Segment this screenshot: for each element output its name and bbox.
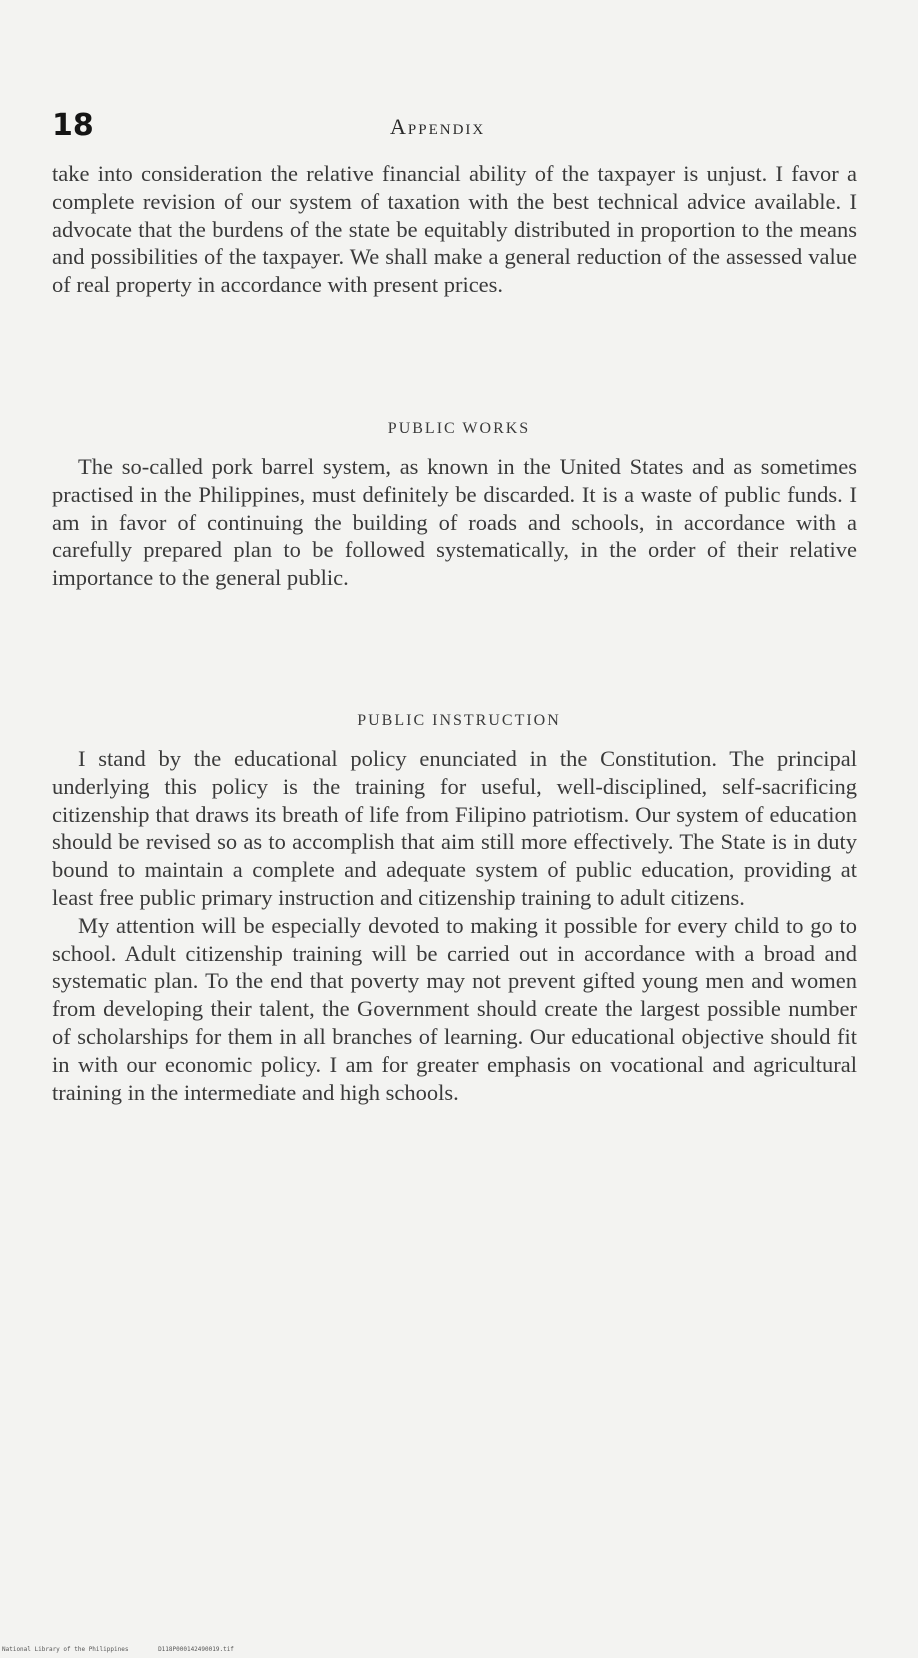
footer-file-id: D118P000142490019.tif [158, 1646, 234, 1653]
paragraph-public-instruction-1: I stand by the educational policy enunciated in the Constitution. The principal underlying this policy is the training for useful, well-disciplined, self-sacrificing citizenship that draws its breath of life from Filipino patriotism. Our system of education should be revised so as to accomplish that aim still more effectively. The State is in duty bound to maintain a complete and adequate system of public education, providing at least free public primary instruction and citizenship training to adult citizens. [52, 746, 857, 910]
section-heading-public-works: PUBLIC WORKS [387, 420, 531, 437]
footer-library: National Library of the Philippines [2, 1646, 129, 1653]
intro-paragraph: take into consideration the relative financial ability of the taxpayer is unjust. I favor a complete revision of our system of taxation with the best technical advice available. I advocate that the burdens of the state be equitably distributed in proportion to the means and possibilities of the taxpayer. We shall make a general reduction of the assessed value of real property in accordance with present prices. [52, 161, 857, 298]
paragraph-public-works: The so-called pork barrel system, as known in the United States and as sometimes practised in the Philippines, must definitely be discarded. It is a waste of public funds. I am in favor of continuing the building of roads and schools, in accordance with a carefully prepared plan to be followed systematically, in the order of their relative importance to the general public. [52, 454, 857, 591]
public-instruction-block [52, 745, 857, 1415]
running-title: Appendix [390, 114, 486, 139]
intro-paragraph-block [52, 160, 857, 408]
scan-footer [2, 1646, 234, 1653]
section-heading-public-instruction: PUBLIC INSTRUCTION [357, 712, 561, 729]
paragraph-public-instruction-2: My attention will be especially devoted to making it possible for every child to go to school. Adult citizenship training will be carried out in accordance with a broad and systematic plan. To the end that poverty may not prevent gifted young men and women from developing their talent, the Government should create the largest possible number of scholarships for them in all branches of learning. Our educational objective should fit in with our economic policy. I am for greater emphasis on vocational and agricultural training in the intermediate and high schools. [52, 912, 857, 1105]
page-number: 18 [52, 108, 94, 143]
public-works-block [52, 453, 857, 683]
